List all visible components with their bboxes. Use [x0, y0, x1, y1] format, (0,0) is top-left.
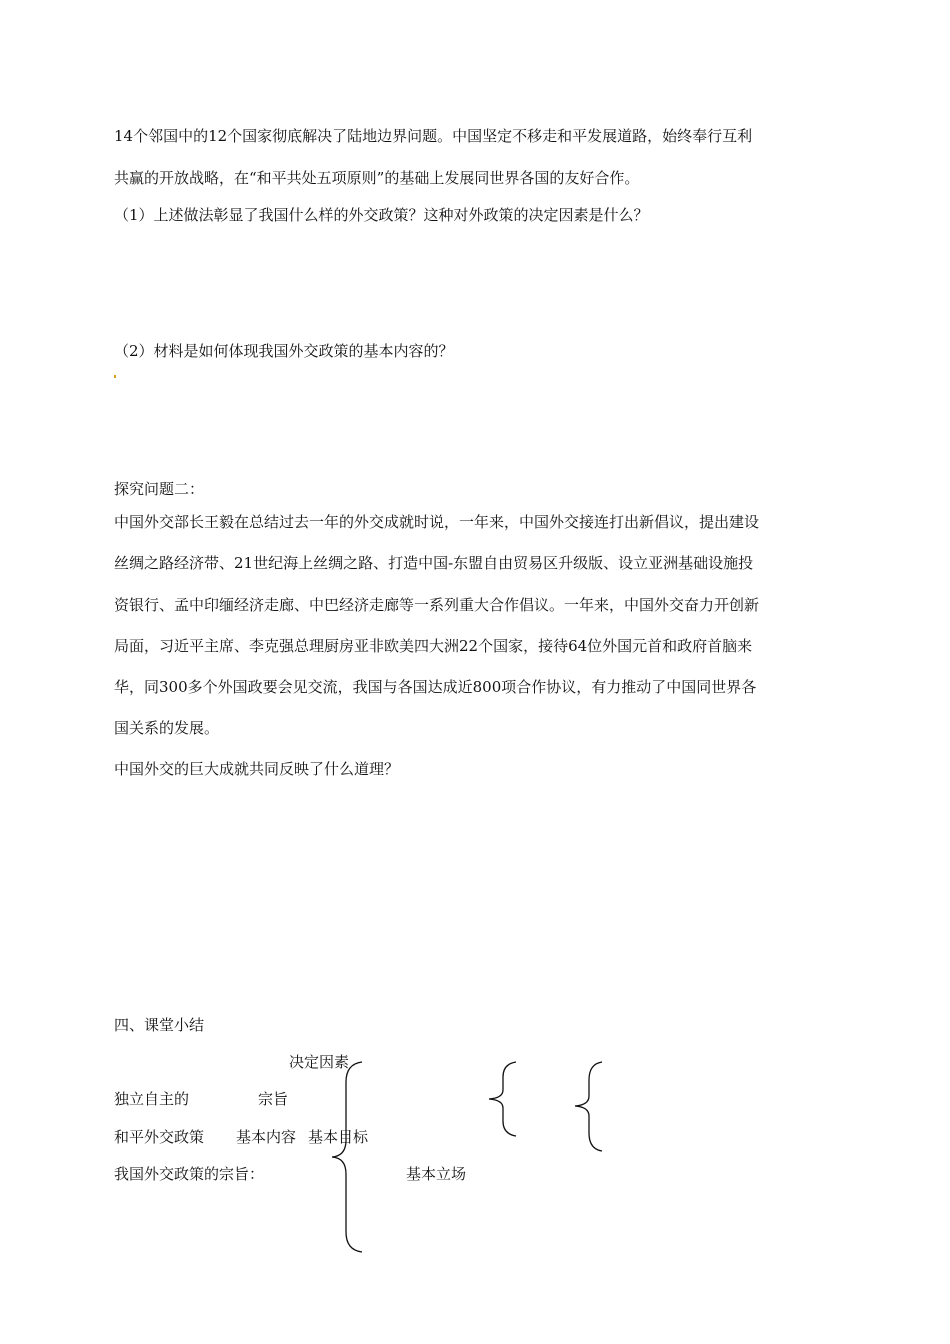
inquiry-line-3: 资银行、孟中印缅经济走廊、中巴经济走廊等一系列重大合作倡议。一年来，中国外交奋力开创新 — [114, 596, 760, 614]
inquiry-line-5: 华，同300多个外国政要会见交流，我国与各国达成近800项合作协议，有力推动了中国同世界各 — [114, 678, 757, 696]
summary-basic-goal: 基本目标 — [308, 1128, 369, 1146]
right-brace — [575, 1062, 602, 1151]
inquiry-question: 中国外交的巨大成就共同反映了什么道理？ — [114, 760, 400, 778]
middle-brace — [489, 1062, 516, 1136]
inquiry-line-1: 中国外交部长王毅在总结过去一年的外交成就时说，一年来，中国外交接连打出新倡议，提出建设 — [114, 513, 760, 531]
summary-purpose-line: 我国外交政策的宗旨： — [114, 1165, 265, 1183]
summary-decisive-factors: 决定因素 — [289, 1053, 350, 1071]
inquiry-line-4: 局面，习近平主席、李克强总理厨房亚非欧美四大洲22个国家，接待64位外国元首和政府首脑来 — [114, 637, 753, 655]
material-line-2: 共赢的开放战略，在“和平共处五项原则”的基础上发展同世界各国的友好合作。 — [114, 169, 640, 187]
summary-purpose: 宗旨 — [258, 1090, 289, 1108]
summary-independent: 独立自主的 — [114, 1090, 190, 1108]
summary-heading: 四、课堂小结 — [114, 1016, 205, 1034]
question-1: （1）上述做法彰显了我国什么样的外交政策？这种对外政策的决定因素是什么？ — [114, 206, 649, 224]
inquiry-line-2: 丝绸之路经济带、21世纪海上丝绸之路、打造中国-东盟自由贸易区升级版、设立亚洲基础设施投 — [114, 554, 754, 572]
summary-basic-stance: 基本立场 — [406, 1165, 467, 1183]
material-line-1: 14个邻国中的12个国家彻底解决了陆地边界问题。中国坚定不移走和平发展道路，始终奉行互利 — [114, 127, 753, 145]
summary-peaceful-policy: 和平外交政策 — [114, 1128, 205, 1146]
inquiry-heading: 探究问题二： — [114, 480, 205, 498]
question-2: （2）材料是如何体现我国外交政策的基本内容的？ — [114, 342, 454, 360]
summary-basic-content: 基本内容 — [236, 1128, 297, 1146]
inquiry-line-6: 国关系的发展。 — [114, 719, 220, 737]
large-brace — [332, 1062, 362, 1252]
